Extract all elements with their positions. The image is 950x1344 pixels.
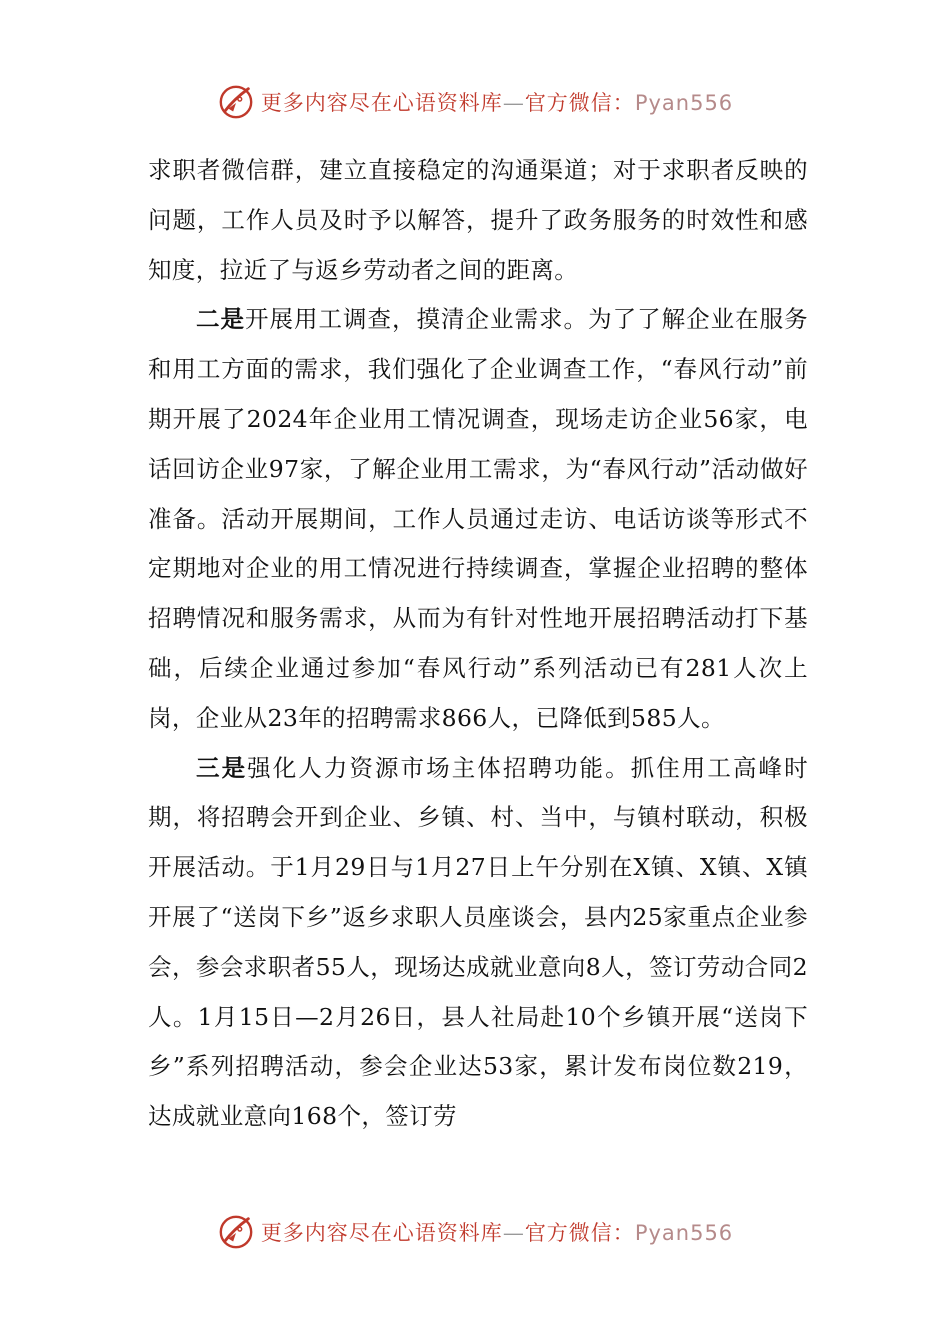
document-body [148,146,808,1142]
footer-separator: — [502,1221,525,1245]
header-watermark-text [261,87,733,117]
header-wechat-id: Pyan556 [634,91,734,115]
footer-contact-text: 官方微信： [524,1221,635,1245]
paragraph-2-text: 开展用工调查，摸清企业需求。为了了解企业在服务和用工方面的需求，我们强化了企业调查工作，“春风行动”前期开展了2024年企业用工情况调查，现场走访企业56家，电话回访企业97家，了解企业用工需求，为“春风行动”活动做好准备。活动开展期间，工作人员通过走访、电话访谈等形式不定期地对企业的用工情况进行持续调查，掌握企业招聘的整体招聘情况和服务需求，从而为有针对性地开展招聘活动打下基础，后续企业通过参加“春风行动”系列活动已有281人次上岗，企业从23年的招聘需求866人，已降低到585人。 [148,305,808,732]
paragraph-continuation: 求职者微信群，建立直接稳定的沟通渠道；对于求职者反映的问题，工作人员及时予以解答，提升了政务服务的时效性和感知度，拉近了与返乡劳动者之间的距离。 [148,156,808,284]
paragraph-3-lead: 三是 [196,753,248,782]
footer-banner [0,1212,950,1252]
paragraph-3-text: 强化人力资源市场主体招聘功能。抓住用工高峰时期，将招聘会开到企业、乡镇、村、当中，与镇村联动，积极开展活动。于1月29日与1月27日上午分别在X镇、X镇、X镇开展了“送岗下乡”返乡求职人员座谈会，县内25家重点企业参会，参会求职者55人，现场达成就业意向8人，签订劳动合同2人。1月15日—2月26日，县人社局赴10个乡镇开展“送岗下乡”系列招聘活动，参会企业达53家，累计发布岗位数219，达成就业意向168个，签订劳 [148,753,808,1131]
paragraph-3 [148,744,808,1142]
pen-nib-circle-icon [217,1213,255,1251]
pen-nib-circle-icon [217,83,255,121]
footer-wechat-id: Pyan556 [634,1221,734,1245]
header-banner [0,82,950,122]
header-site-text: 更多内容尽在心语资料库 [260,91,503,115]
paragraph-2-lead: 二是 [196,305,246,334]
header-separator: — [502,91,525,115]
paragraph-2 [148,295,808,743]
footer-watermark-text [261,1217,733,1247]
footer-site-text: 更多内容尽在心语资料库 [260,1221,503,1245]
header-contact-text: 官方微信： [524,91,635,115]
